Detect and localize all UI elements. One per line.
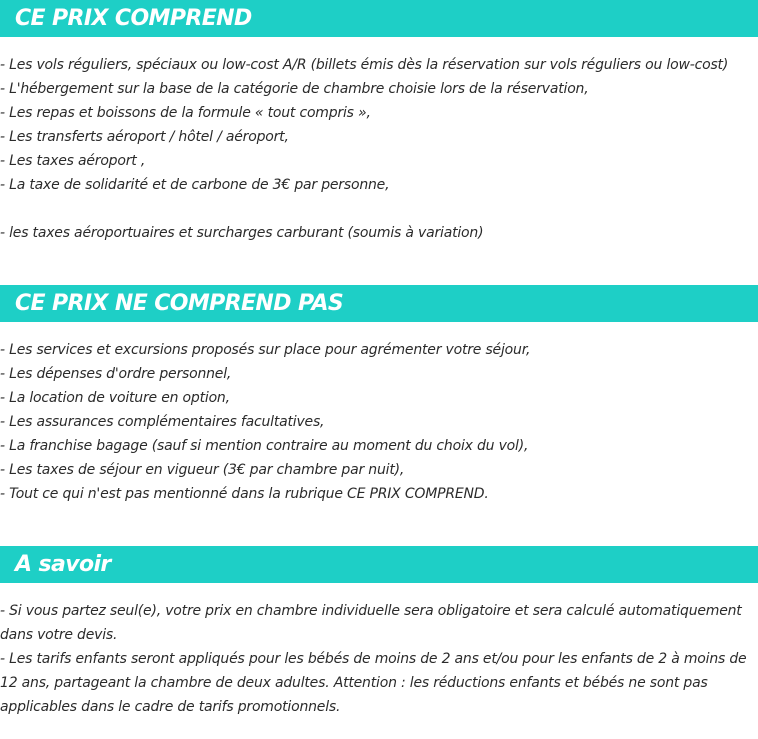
list-item: - Les vols réguliers, spéciaux ou low-cost A/R (billets émis dès la réservation sur vols réguliers ou low-cost): [0, 57, 729, 73]
section-ce-prix-comprend: [0, 0, 758, 245]
list-item: - La taxe de solidarité et de carbone de 3€ par personne,: [0, 177, 390, 193]
list-item: - Les dépenses d'ordre personnel,: [0, 366, 232, 382]
list-item: - les taxes aéroportuaires et surcharges carburant (soumis à variation): [0, 225, 484, 241]
list-item: - La franchise bagage (sauf si mention contraire au moment du choix du vol),: [0, 438, 529, 454]
section-title: A savoir: [15, 552, 111, 577]
section-content: [0, 37, 758, 245]
section-header: [0, 546, 758, 583]
section-header: [0, 0, 758, 37]
list-item: - La location de voiture en option,: [0, 390, 230, 406]
list-item: - Les tarifs enfants seront appliqués pour les bébés de moins de 2 ans et/ou pour les enfants de 2 à moins de 12 ans, partageant la chambre de deux adultes. Attention : les réductions enfants et bébés ne sont pas applicables dans le cadre de tarifs promotionnels.: [0, 651, 747, 715]
section-ce-prix-ne-comprend-pas: [0, 285, 758, 506]
list-item: - Les taxes aéroport ,: [0, 153, 146, 169]
list-item: - Si vous partez seul(e), votre prix en chambre individuelle sera obligatoire et sera calculé automatiquement dans votre devis.: [0, 603, 742, 643]
blank-line: [0, 197, 758, 221]
section-a-savoir: [0, 546, 758, 719]
list-item: - Les assurances complémentaires facultatives,: [0, 414, 325, 430]
list-item: - Les transferts aéroport / hôtel / aéroport,: [0, 129, 289, 145]
section-content: [0, 583, 758, 719]
section-content: [0, 322, 758, 506]
list-item: - L'hébergement sur la base de la catégorie de chambre choisie lors de la réservation,: [0, 81, 589, 97]
section-title: CE PRIX NE COMPREND PAS: [15, 291, 344, 316]
list-item: - Les taxes de séjour en vigueur (3€ par chambre par nuit),: [0, 462, 405, 478]
list-item: - Tout ce qui n'est pas mentionné dans la rubrique CE PRIX COMPREND.: [0, 486, 489, 502]
list-item: - Les repas et boissons de la formule « tout compris »,: [0, 105, 371, 121]
section-title: CE PRIX COMPREND: [15, 6, 252, 31]
section-header: [0, 285, 758, 322]
list-item: - Les services et excursions proposés sur place pour agrémenter votre séjour,: [0, 342, 531, 358]
